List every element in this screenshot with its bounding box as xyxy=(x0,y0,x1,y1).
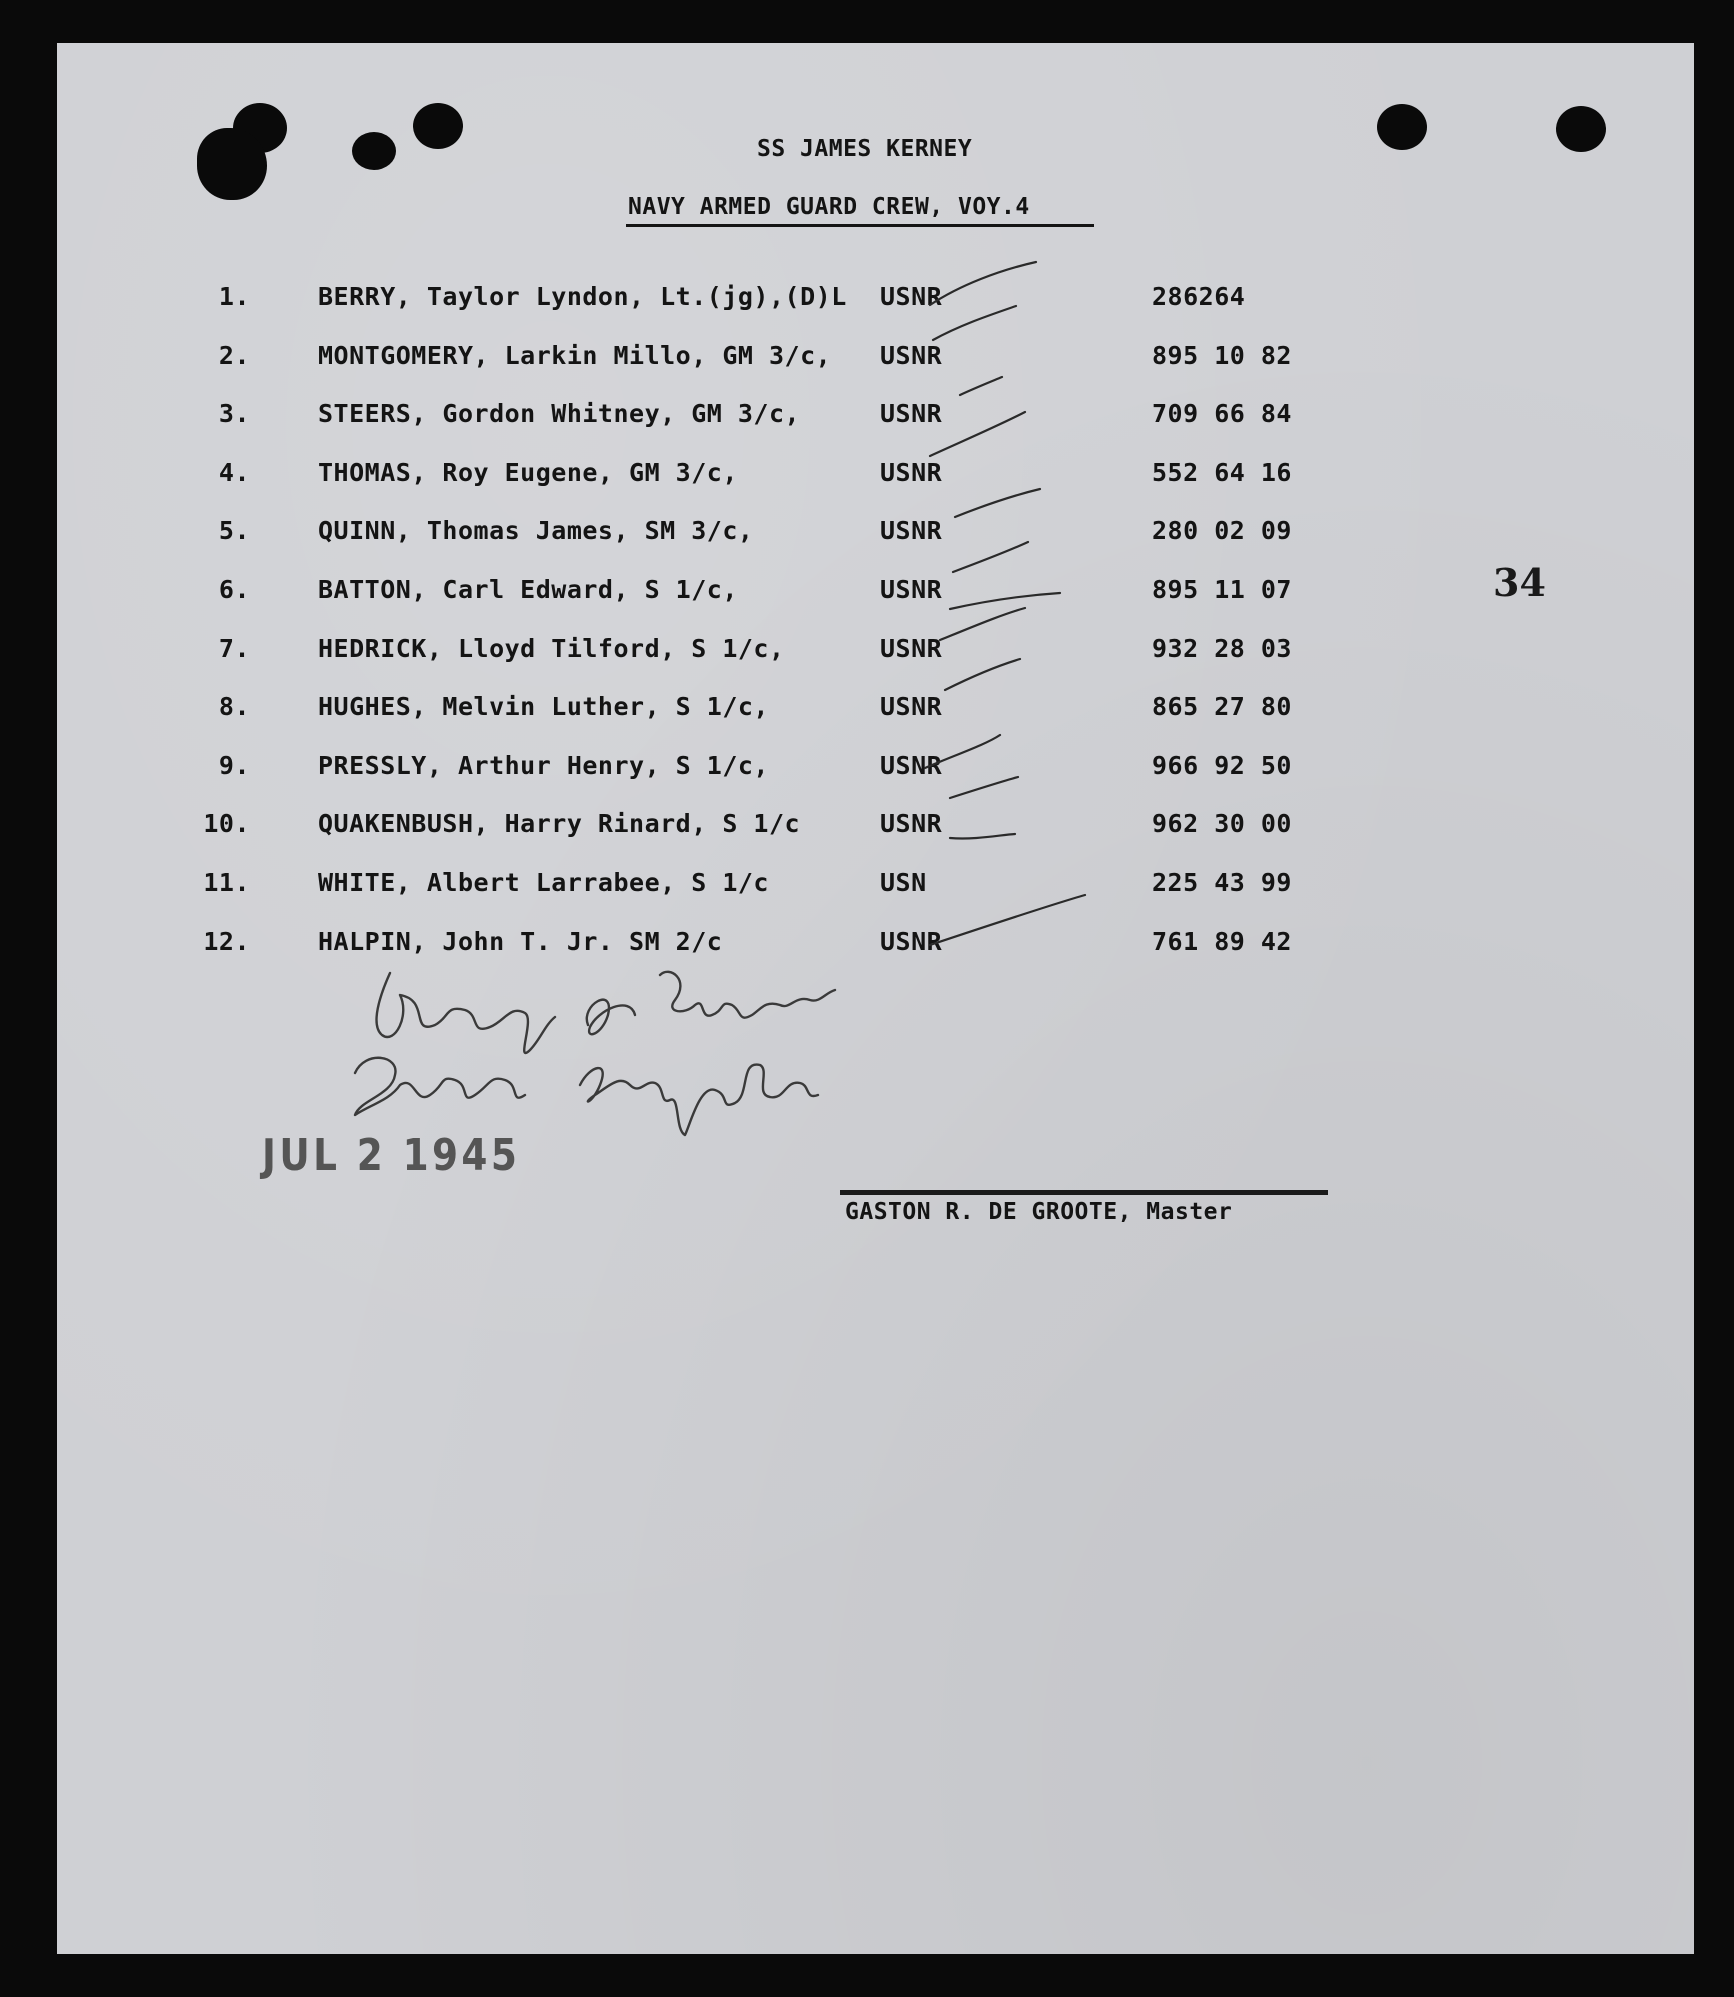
row-number: 9. xyxy=(218,751,250,780)
signature-line xyxy=(840,1190,1328,1195)
row-number: 11. xyxy=(203,868,250,897)
row-number: 5. xyxy=(218,516,250,545)
page-number: 34 xyxy=(1493,560,1546,605)
service-number: 865 27 80 xyxy=(1152,692,1292,721)
service-number: 225 43 99 xyxy=(1152,868,1292,897)
service-branch: USNR xyxy=(880,399,943,428)
received-date-stamp: JUL 2 1945 xyxy=(262,1130,521,1181)
master-name: GASTON R. DE GROOTE, Master xyxy=(845,1199,1233,1225)
service-number: 552 64 16 xyxy=(1152,458,1292,487)
service-number: 280 02 09 xyxy=(1152,516,1292,545)
row-number: 1. xyxy=(218,282,250,311)
crew-member-name: QUAKENBUSH, Harry Rinard, S 1/c xyxy=(318,809,801,838)
service-number: 286264 xyxy=(1152,282,1246,311)
check-mark xyxy=(940,608,1025,640)
row-number: 8. xyxy=(218,692,250,721)
crew-member-name: QUINN, Thomas James, SM 3/c, xyxy=(318,516,754,545)
service-branch: USNR xyxy=(880,692,943,721)
crew-member-name: STEERS, Gordon Whitney, GM 3/c, xyxy=(318,399,801,428)
service-branch: USNR xyxy=(880,927,943,956)
row-number: 10. xyxy=(203,809,250,838)
service-branch: USNR xyxy=(880,516,943,545)
check-mark xyxy=(925,735,1000,768)
check-mark xyxy=(945,659,1020,690)
service-number: 761 89 42 xyxy=(1152,927,1292,956)
service-branch: USNR xyxy=(880,751,943,780)
row-number: 4. xyxy=(218,458,250,487)
service-branch: USNR xyxy=(880,575,943,604)
service-number: 709 66 84 xyxy=(1152,399,1292,428)
service-branch: USNR xyxy=(880,282,943,311)
ship-name: SS JAMES KERNEY xyxy=(757,136,973,162)
row-number: 12. xyxy=(203,927,250,956)
service-number: 962 30 00 xyxy=(1152,809,1292,838)
service-branch: USNR xyxy=(880,341,943,370)
check-mark xyxy=(960,377,1002,395)
service-branch: USNR xyxy=(880,634,943,663)
check-mark xyxy=(955,489,1040,517)
voyage-number: 4 xyxy=(1015,194,1030,220)
service-branch: USNR xyxy=(880,809,943,838)
service-branch: USNR xyxy=(880,458,943,487)
check-mark xyxy=(930,412,1025,456)
service-number: 895 10 82 xyxy=(1152,341,1292,370)
row-number: 7. xyxy=(218,634,250,663)
service-number: 932 28 03 xyxy=(1152,634,1292,663)
check-mark xyxy=(930,895,1085,945)
inspector-signature xyxy=(340,955,840,1140)
service-number: 895 11 07 xyxy=(1152,575,1292,604)
service-number: 966 92 50 xyxy=(1152,751,1292,780)
row-number: 6. xyxy=(218,575,250,604)
check-mark xyxy=(950,834,1015,838)
check-mark xyxy=(950,777,1018,798)
check-mark xyxy=(933,306,1016,340)
crew-title-text: NAVY ARMED GUARD CREW, VOY. xyxy=(628,194,1016,220)
crew-member-name: PRESSLY, Arthur Henry, S 1/c, xyxy=(318,751,769,780)
crew-member-name: BERRY, Taylor Lyndon, Lt.(jg),(D)L xyxy=(318,282,847,311)
check-mark xyxy=(953,542,1028,572)
crew-member-name: BATTON, Carl Edward, S 1/c, xyxy=(318,575,738,604)
crew-member-name: HUGHES, Melvin Luther, S 1/c, xyxy=(318,692,769,721)
crew-member-name: HEDRICK, Lloyd Tilford, S 1/c, xyxy=(318,634,785,663)
crew-member-name: HALPIN, John T. Jr. SM 2/c xyxy=(318,927,723,956)
row-number: 2. xyxy=(218,341,250,370)
service-branch: USN xyxy=(880,868,927,897)
row-number: 3. xyxy=(218,399,250,428)
check-mark xyxy=(930,262,1036,305)
crew-member-name: WHITE, Albert Larrabee, S 1/c xyxy=(318,868,769,897)
crew-member-name: MONTGOMERY, Larkin Millo, GM 3/c, xyxy=(318,341,832,370)
check-mark xyxy=(950,593,1060,609)
crew-member-name: THOMAS, Roy Eugene, GM 3/c, xyxy=(318,458,738,487)
